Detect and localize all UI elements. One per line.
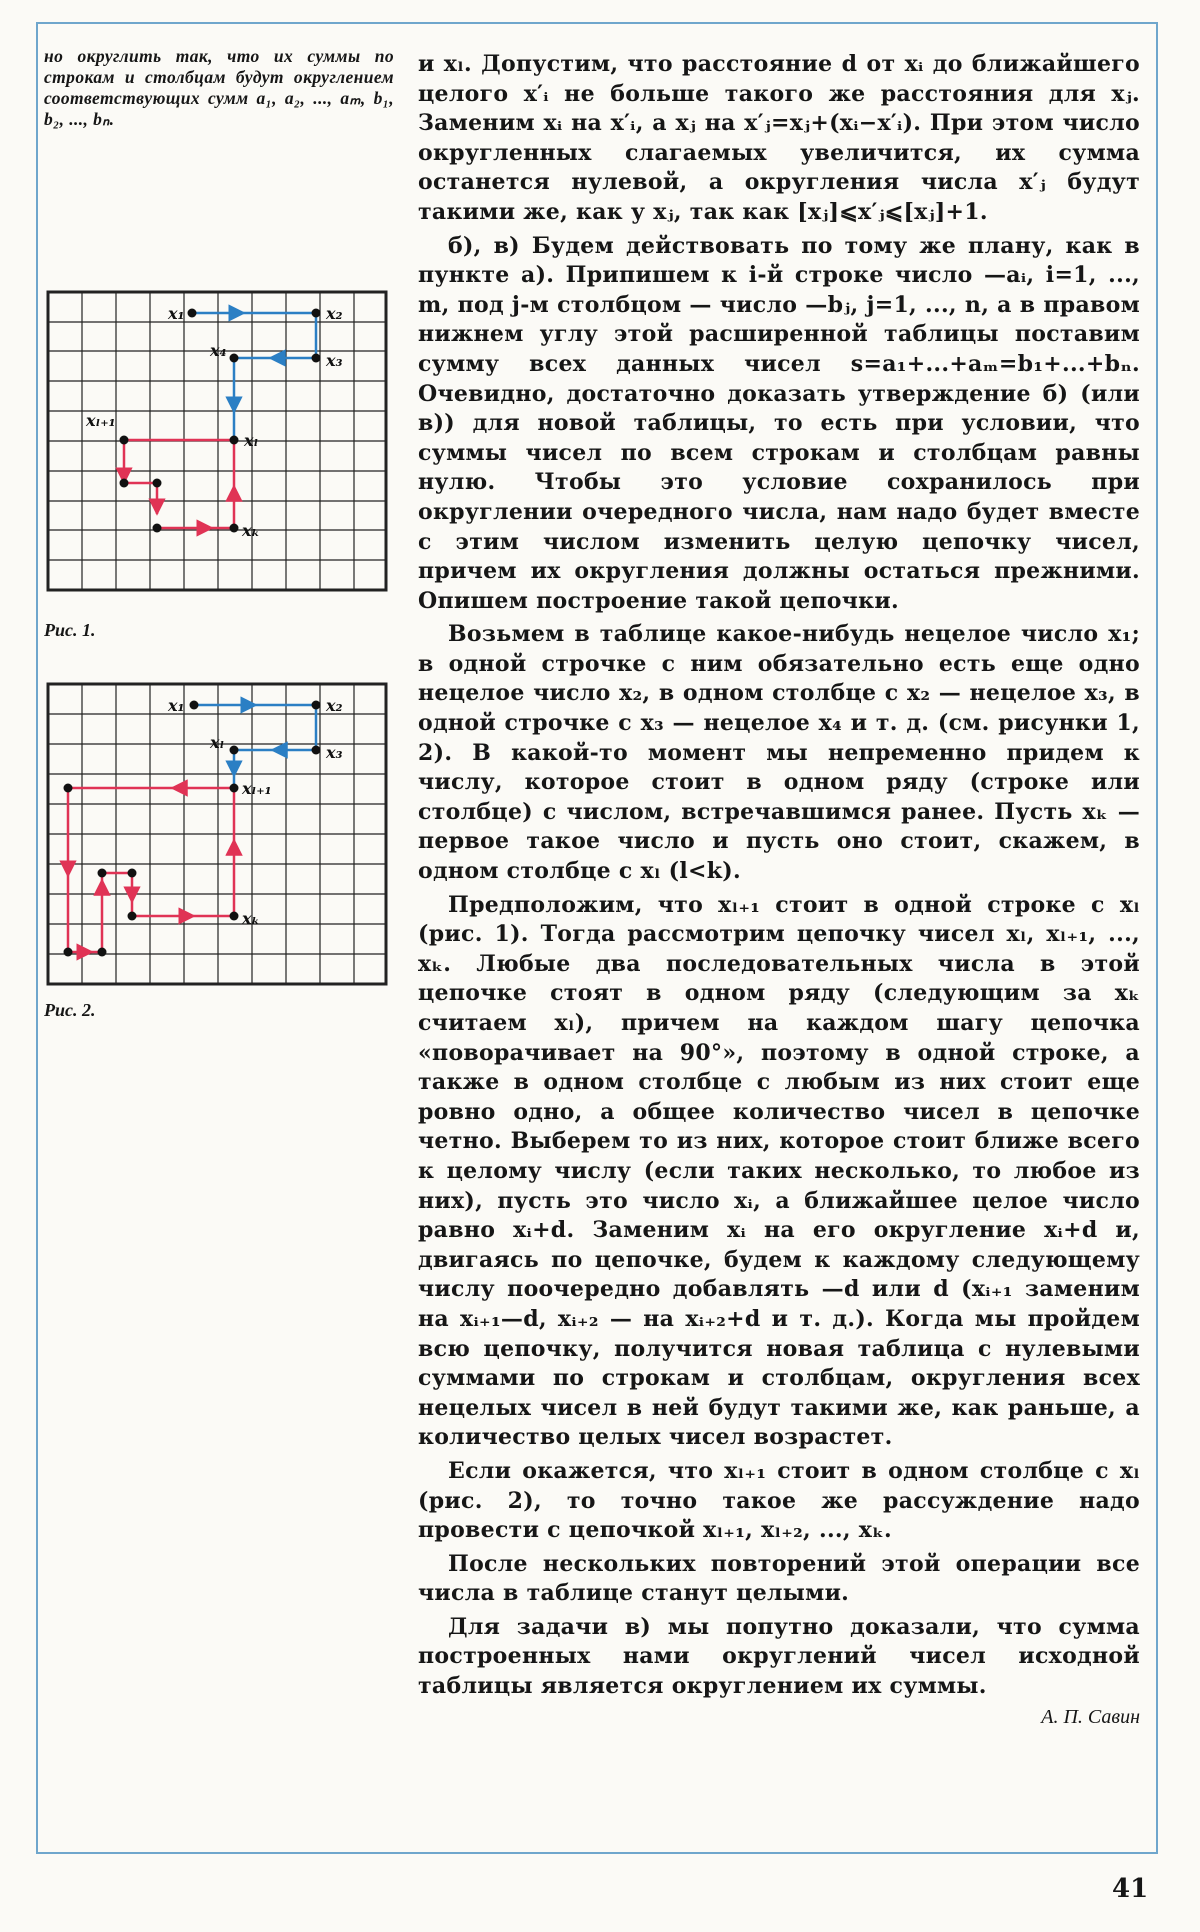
- figure-2-diagram: [44, 680, 392, 992]
- grid-lines: [48, 684, 386, 984]
- blue-chain: [192, 313, 316, 440]
- label-xl1: xₗ₊₁: [86, 411, 116, 430]
- figure-1-diagram: [44, 288, 392, 598]
- paragraph-1: и xₗ. Допустим, что расстояние d от xᵢ до ближайшего целого x′ᵢ не больше такого же расстояния для xⱼ. Заменим xᵢ на x′ᵢ, а xⱼ на x′ⱼ=xⱼ+(xᵢ−x′ᵢ). При этом число округленных слагаемых увеличится, их сумма останется нулевой, а округления числа x′ⱼ будут такими же, как у xⱼ, так как [xⱼ]⩽x′ⱼ⩽[xⱼ]+1.: [418, 51, 1140, 225]
- label-x2: x₂: [326, 696, 343, 715]
- right-column: [418, 50, 1140, 1729]
- label-x4: x₄: [210, 341, 227, 360]
- figure-2-caption: Рис. 2.: [44, 1000, 96, 1020]
- figure-1: [44, 288, 392, 598]
- author-signature: А. П. Савин: [1041, 1705, 1140, 1728]
- label-xl1: xₗ₊₁: [242, 779, 272, 798]
- label-x1: x₁: [168, 696, 185, 715]
- label-xl: xₗ: [244, 431, 259, 450]
- label-xk: xₖ: [242, 909, 260, 928]
- paragraph-5: Если окажется, что xₗ₊₁ стоит в одном столбце с xₗ (рис. 2), то точно такое же рассуждение надо провести с цепочкой xₗ₊₁, xₗ₊₂, ..., xₖ.: [418, 1457, 1140, 1544]
- intro-text: но округлить так, что их суммы по строкам и столбцам будут округлением соответствующих сумм a₁, a₂, ..., aₘ, b₁, b₂, ..., bₙ.: [44, 46, 394, 129]
- left-column: [44, 46, 394, 130]
- label-x2: x₂: [326, 304, 343, 323]
- paragraph-2: б), в) Будем действовать по тому же плану, как в пункте а). Припишем к i-й строке число —aᵢ, i=1, ..., m, под j-м столбцом — число —bⱼ, j=1, ..., n, а в правом нижнем углу этой расширенной таблицы поставим сумму всех данных чисел s=a₁+...+aₘ=b₁+...+bₙ. Очевидно, достаточно доказать утверждение б) (или в)) для новой таблицы, то есть при условии, что суммы чисел по всем строкам и столбцам равны нулю. Чтобы это условие сохранилось при округлении очередного числа, нам надо будет вместе с этим числом изменить целую цепочку чисел, причем их округления должны остаться прежними. Опишем построение такой цепочки.: [418, 232, 1140, 614]
- paragraph-3: Возьмем в таблице какое-нибудь нецелое число x₁; в одной строчке с ним обязательно есть еще одно нецелое число x₂, в одном столбце с x₂ — нецелое x₃, в одной строчке с x₃ — нецелое x₄ и т. д. (см. рисунки 1, 2). В какой-то момент мы непременно придем к числу, которое стоит в одном ряду (строке или столбце) с числом, встречавшимся ранее. Пусть xₖ — первое такое число и пусть оно стоит, скажем, в одном столбце с xₗ (l<k).: [418, 621, 1140, 885]
- paragraph-7: Для задачи в) мы попутно доказали, что сумма построенных нами округлений чисел исходной таблицы является округлением их суммы.: [418, 1613, 1140, 1700]
- figure-2: [44, 680, 392, 992]
- label-x3: x₃: [326, 351, 343, 370]
- label-x1: x₁: [168, 304, 185, 323]
- figure-1-caption: Рис. 1.: [44, 620, 96, 640]
- paragraph-4: Предположим, что xₗ₊₁ стоит в одной строке с xₗ (рис. 1). Тогда рассмотрим цепочку чисел xₗ, xₗ₊₁, ..., xₖ. Любые два последовательных числа в этой цепочке стоят в одном ряду (следующим за xₖ считаем xₗ), причем на каждом шагу цепочка «поворачивает на 90°», поэтому в одной строке, а также в одном столбце с любым из них стоит еще ровно одно, а общее количество чисел в цепочке четно. Выберем то из них, которое стоит ближе всего к целому числу (если таких несколько, то любое из них), пусть это число xᵢ, а ближайшее целое число равно xᵢ+d. Заменим xᵢ на его округление xᵢ+d и, двигаясь по цепочке, будем к каждому следующему числу поочередно добавлять —d или d (xᵢ₊₁ заменим на xᵢ₊₁—d, xᵢ₊₂ — на xᵢ₊₂+d и т. д.). Когда мы пройдем всю цепочку, получится новая таблица с нулевыми суммами по строкам и столбцам, округления всех нецелых чисел в ней будут такими же, как раньше, а количество целых чисел возрастет.: [418, 891, 1140, 1451]
- label-xk: xₖ: [242, 521, 260, 540]
- label-x3: x₃: [326, 743, 343, 762]
- red-chain: [68, 788, 234, 952]
- page-number: 41: [1112, 1874, 1149, 1904]
- label-xl: xₗ: [210, 733, 225, 752]
- paragraph-6: После нескольких повторений этой операции все числа в таблице станут целыми.: [418, 1550, 1140, 1607]
